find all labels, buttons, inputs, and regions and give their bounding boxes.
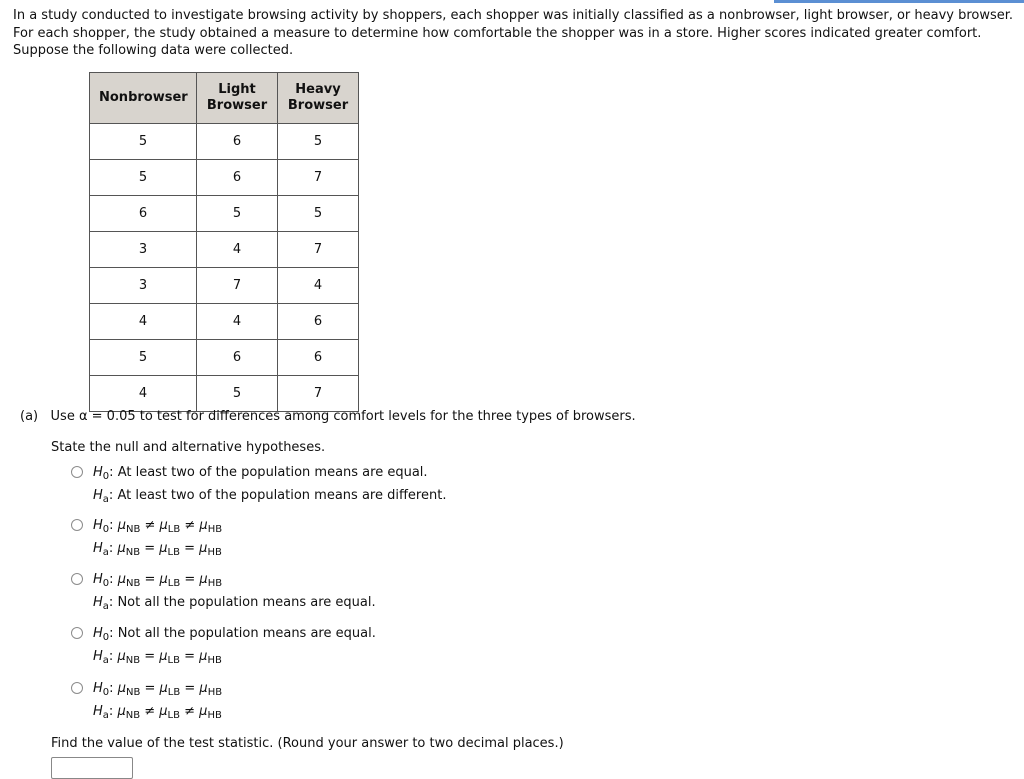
table-cell: 6	[197, 124, 278, 160]
sub-hb: HB	[207, 710, 222, 721]
mu-symbol: μ	[117, 681, 126, 696]
header-light-browser	[197, 73, 278, 124]
option-4-h0-text: Not all the population means are equal.	[117, 626, 376, 641]
colon: :	[108, 595, 114, 610]
table-cell: 7	[278, 376, 359, 412]
h-symbol: H	[93, 518, 103, 533]
equals: =	[144, 649, 156, 664]
sub-lb: LB	[167, 578, 181, 589]
sub-a: a	[102, 547, 109, 558]
colon: :	[109, 626, 114, 641]
mu-symbol: μ	[117, 518, 126, 533]
colon: :	[108, 541, 114, 556]
table-cell: 4	[278, 268, 359, 304]
option-1-h0	[93, 465, 428, 481]
colon: :	[109, 518, 114, 533]
table-row	[90, 124, 359, 160]
sub-nb: NB	[125, 710, 141, 721]
option-3-h0	[93, 572, 222, 588]
h-symbol: H	[93, 488, 103, 503]
mu-symbol: μ	[159, 649, 168, 664]
sub-hb: HB	[207, 547, 222, 558]
h-symbol: H	[93, 572, 103, 587]
table-row	[90, 196, 359, 232]
sub-zero: 0	[102, 471, 110, 482]
intro-line-3: Suppose the following data were collected.	[13, 43, 294, 58]
header-light-line1: Light	[218, 82, 256, 97]
table-cell: 6	[197, 160, 278, 196]
equals: =	[184, 649, 196, 664]
table-cell: 6	[278, 304, 359, 340]
intro-line-2: For each shopper, the study obtained a measure to determine how comfortable the shopper was in a store. Higher scores indicated greater comfort.	[13, 25, 982, 41]
colon: :	[109, 681, 114, 696]
sub-hb: HB	[207, 655, 222, 666]
sub-lb: LB	[167, 710, 180, 721]
intro-line-1: In a study conducted to investigate browsing activity by shoppers, each shopper was initially classified as a nonbrowser, light browser, or heavy browser.	[13, 8, 1014, 23]
sub-a: a	[102, 655, 109, 666]
top-accent-bar	[774, 0, 1024, 3]
option-5-h0	[93, 681, 222, 697]
colon: :	[108, 704, 114, 719]
not-equal: ≠	[144, 518, 156, 533]
sub-nb: NB	[125, 578, 141, 589]
table-cell: 6	[197, 340, 278, 376]
colon: :	[108, 649, 114, 664]
table-cell: 4	[90, 376, 197, 412]
table-cell: 3	[90, 232, 197, 268]
option-1-ha-text: At least two of the population means are different.	[117, 488, 447, 503]
sub-zero: 0	[102, 687, 110, 698]
equals: =	[184, 572, 196, 587]
radio-button[interactable]	[71, 573, 83, 585]
mu-symbol: μ	[199, 518, 208, 533]
table-cell: 4	[197, 304, 278, 340]
table-cell: 4	[90, 304, 197, 340]
table-header-row	[90, 73, 359, 124]
mu-symbol: μ	[159, 572, 168, 587]
mu-symbol: μ	[199, 541, 208, 556]
not-equal: ≠	[184, 518, 196, 533]
table-cell: 5	[278, 124, 359, 160]
h-symbol: H	[93, 465, 103, 480]
option-1-ha	[93, 488, 446, 504]
radio-button[interactable]	[71, 627, 83, 639]
header-light-line2: Browser	[206, 98, 268, 113]
header-nonbrowser: Nonbrowser	[90, 73, 197, 124]
table-cell: 6	[90, 196, 197, 232]
mu-symbol: μ	[117, 704, 126, 719]
option-3-ha-text: Not all the population means are equal.	[117, 595, 376, 610]
equals: =	[144, 541, 156, 556]
option-2-ha	[93, 541, 222, 557]
table-cell: 5	[197, 196, 278, 232]
sub-zero: 0	[102, 578, 110, 589]
mu-symbol: μ	[117, 649, 126, 664]
sub-lb: LB	[167, 547, 180, 558]
sub-zero: 0	[102, 632, 110, 643]
table-cell: 4	[197, 232, 278, 268]
mu-symbol: μ	[199, 704, 208, 719]
sub-nb: NB	[125, 687, 141, 698]
table-row	[90, 268, 359, 304]
table-row	[90, 376, 359, 412]
h-symbol: H	[93, 704, 103, 719]
part-a-prompt	[20, 409, 636, 424]
table-row	[90, 340, 359, 376]
sub-nb: NB	[125, 524, 141, 535]
equals: =	[184, 681, 196, 696]
table-cell: 5	[90, 124, 197, 160]
table-row	[90, 160, 359, 196]
h-symbol: H	[93, 541, 103, 556]
not-equal: ≠	[144, 704, 156, 719]
sub-hb: HB	[207, 687, 223, 698]
test-statistic-input[interactable]	[51, 757, 133, 779]
part-a-text: Use α = 0.05 to test for differences among comfort levels for the three types of browsers.	[50, 409, 636, 424]
table-cell: 3	[90, 268, 197, 304]
sub-lb: LB	[167, 524, 181, 535]
table-row	[90, 232, 359, 268]
sub-nb: NB	[125, 547, 141, 558]
mu-symbol: μ	[159, 704, 168, 719]
mu-symbol: μ	[199, 681, 208, 696]
option-4-h0	[93, 626, 376, 642]
find-test-statistic-instruction: Find the value of the test statistic. (Round your answer to two decimal places.)	[51, 736, 564, 751]
option-4-ha	[93, 649, 222, 665]
sub-zero: 0	[102, 524, 110, 535]
radio-button[interactable]	[71, 682, 83, 694]
h-symbol: H	[93, 626, 103, 641]
mu-symbol: μ	[117, 541, 126, 556]
mu-symbol: μ	[199, 649, 208, 664]
table-cell: 7	[278, 160, 359, 196]
mu-symbol: μ	[199, 572, 208, 587]
header-heavy-line2: Browser	[287, 98, 349, 113]
table-cell: 5	[90, 340, 197, 376]
state-hypotheses-instruction: State the null and alternative hypotheses.	[51, 440, 326, 455]
colon: :	[109, 465, 114, 480]
equals: =	[184, 541, 196, 556]
table-cell: 5	[90, 160, 197, 196]
option-1-h0-text: At least two of the population means are equal.	[117, 465, 428, 480]
part-a-label: (a)	[20, 409, 39, 424]
mu-symbol: μ	[159, 518, 168, 533]
radio-button[interactable]	[71, 466, 83, 478]
not-equal: ≠	[184, 704, 196, 719]
h-symbol: H	[93, 681, 103, 696]
mu-symbol: μ	[159, 681, 168, 696]
h-symbol: H	[93, 649, 103, 664]
sub-a: a	[102, 710, 109, 721]
header-heavy-browser	[278, 73, 359, 124]
mu-symbol: μ	[117, 572, 126, 587]
mu-symbol: μ	[159, 541, 168, 556]
table-cell: 7	[278, 232, 359, 268]
radio-button[interactable]	[71, 519, 83, 531]
h-symbol: H	[93, 595, 103, 610]
sub-a: a	[102, 494, 109, 505]
option-5-ha	[93, 704, 222, 720]
comfort-data-table	[89, 72, 359, 412]
header-heavy-line1: Heavy	[295, 82, 341, 97]
option-3-ha	[93, 595, 376, 611]
sub-nb: NB	[125, 655, 141, 666]
table-row	[90, 304, 359, 340]
table-cell: 6	[278, 340, 359, 376]
sub-lb: LB	[167, 655, 180, 666]
table-cell: 7	[197, 268, 278, 304]
colon: :	[109, 572, 114, 587]
sub-lb: LB	[167, 687, 181, 698]
sub-hb: HB	[207, 578, 223, 589]
table-cell: 5	[197, 376, 278, 412]
sub-a: a	[102, 601, 109, 612]
equals: =	[144, 681, 156, 696]
sub-hb: HB	[207, 524, 223, 535]
option-2-h0	[93, 518, 222, 534]
equals: =	[144, 572, 156, 587]
problem-intro	[13, 7, 1013, 60]
colon: :	[108, 488, 114, 503]
table-cell: 5	[278, 196, 359, 232]
